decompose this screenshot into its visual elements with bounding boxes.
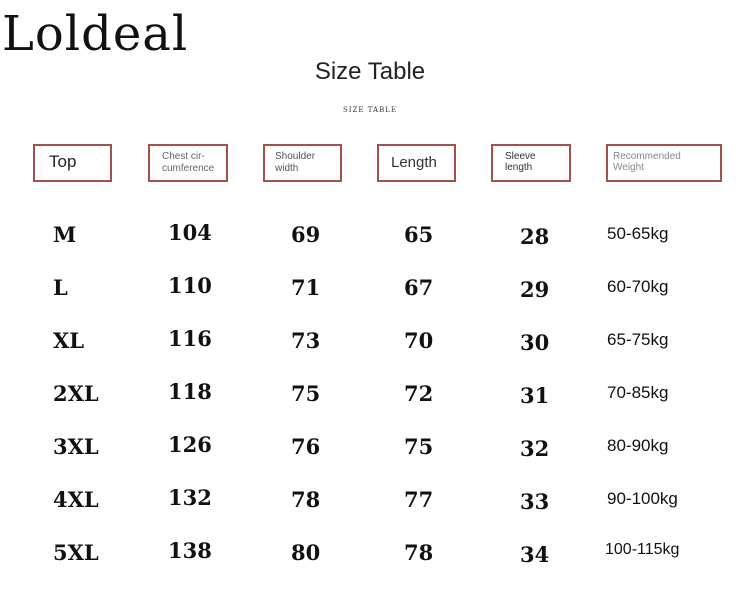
table-row — [0, 326, 750, 356]
cell-chest: 118 — [168, 379, 212, 404]
table-row — [0, 379, 750, 409]
cell-size: L — [53, 275, 68, 300]
cell-size: 3XL — [53, 434, 99, 459]
header-sleeve — [491, 144, 571, 182]
cell-sleeve: 30 — [520, 330, 550, 355]
header-chest — [148, 144, 228, 182]
cell-sleeve: 28 — [520, 224, 550, 249]
header-shoulder-label: Shoulder width — [275, 151, 316, 174]
cell-weight: 60-70kg — [607, 277, 669, 296]
cell-weight: 80-90kg — [607, 436, 669, 455]
table-row — [0, 538, 750, 568]
brand-logo: Loldeal — [2, 6, 189, 62]
header-length-label: Length — [391, 154, 437, 171]
cell-weight: 90-100kg — [607, 489, 678, 508]
cell-chest: 116 — [168, 326, 212, 351]
cell-length: 72 — [404, 381, 434, 406]
page-title: Size Table — [314, 58, 426, 85]
cell-size: 4XL — [53, 487, 99, 512]
table-row — [0, 273, 750, 303]
cell-length: 78 — [404, 540, 434, 565]
cell-length: 67 — [404, 275, 434, 300]
cell-weight: 50-65kg — [607, 224, 669, 243]
cell-length: 77 — [404, 487, 434, 512]
cell-chest: 132 — [168, 485, 212, 510]
cell-sleeve: 31 — [520, 383, 550, 408]
header-shoulder — [263, 144, 342, 182]
header-top-label: Top — [49, 152, 77, 171]
cell-weight: 65-75kg — [607, 330, 669, 349]
cell-size: XL — [53, 328, 85, 353]
header-length — [377, 144, 456, 182]
cell-weight: 100-115kg — [605, 541, 680, 558]
cell-sleeve: 34 — [520, 542, 550, 567]
cell-size: 2XL — [53, 381, 99, 406]
cell-shoulder: 69 — [291, 222, 321, 247]
cell-chest: 110 — [168, 273, 212, 298]
header-chest-label: Chest cir- cumference — [162, 151, 215, 174]
cell-sleeve: 29 — [520, 277, 550, 302]
header-weight — [606, 144, 722, 182]
cell-shoulder: 71 — [291, 275, 321, 300]
cell-sleeve: 33 — [520, 489, 550, 514]
table-row — [0, 432, 750, 462]
cell-chest: 126 — [168, 432, 212, 457]
header-top — [33, 144, 112, 182]
header-weight-label: Recommended Weight — [613, 151, 681, 173]
cell-shoulder: 78 — [291, 487, 321, 512]
cell-shoulder: 73 — [291, 328, 321, 353]
cell-sleeve: 32 — [520, 436, 550, 461]
cell-weight: 70-85kg — [607, 383, 669, 402]
table-row — [0, 485, 750, 515]
cell-shoulder: 80 — [291, 540, 321, 565]
page-subtitle: SIZE TABLE — [342, 106, 397, 114]
cell-length: 70 — [404, 328, 434, 353]
cell-chest: 104 — [168, 220, 212, 245]
cell-size: 5XL — [53, 540, 99, 565]
cell-shoulder: 76 — [291, 434, 321, 459]
table-row — [0, 220, 750, 250]
header-sleeve-label: Sleeve length — [505, 151, 536, 173]
cell-shoulder: 75 — [291, 381, 321, 406]
cell-size: M — [53, 222, 77, 247]
cell-length: 65 — [404, 222, 434, 247]
cell-length: 75 — [404, 434, 434, 459]
cell-chest: 138 — [168, 538, 212, 563]
